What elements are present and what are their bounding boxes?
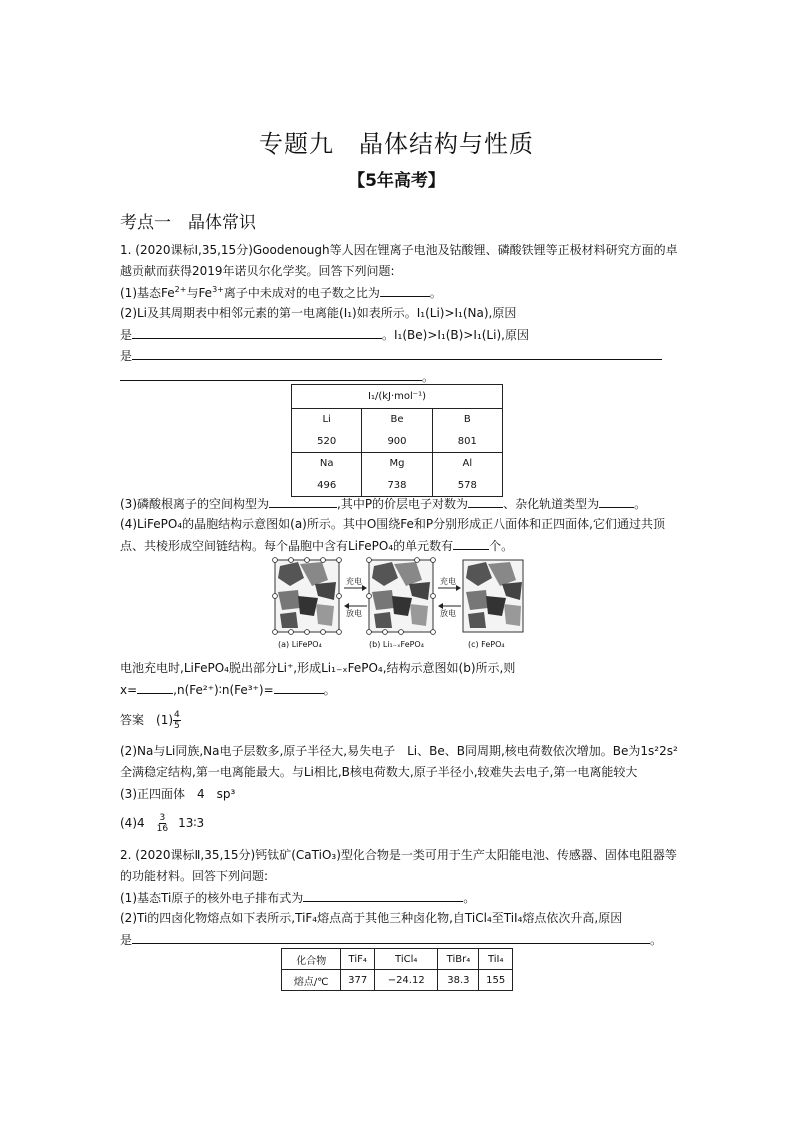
q2-part2-end: 。 xyxy=(650,933,663,947)
fraction-denominator: 16 xyxy=(156,823,169,834)
q1-part3-b: ,其中P的价层电子对数为 xyxy=(337,497,469,511)
table-cell: 熔点/℃ xyxy=(282,970,341,991)
cell-c-diagram xyxy=(463,560,523,632)
table-cell: 578 xyxy=(432,475,502,497)
q1-part2-line2 xyxy=(120,327,529,343)
arrow-a-b xyxy=(344,585,367,609)
q1-part2-line1: (2)Li及其周期表中相邻元素的第一电离能(I₁)如表所示。I₁(Li)>I₁(Na),原因 xyxy=(120,306,517,320)
q1-part2-line3-a: 是 xyxy=(120,349,133,363)
table-cell: 496 xyxy=(292,475,362,497)
ionization-table-header: I₁/(kJ·mol⁻¹) xyxy=(292,385,503,409)
table-cell: 38.3 xyxy=(438,970,479,991)
q1-part4-line2 xyxy=(120,538,513,554)
ionization-table xyxy=(291,384,503,497)
answer-part1-prefix: (1) xyxy=(156,712,174,727)
q1-part2-line4 xyxy=(120,369,434,385)
table-header-cell: 化合物 xyxy=(282,949,341,970)
q1-part2-end: 。 xyxy=(422,370,435,384)
q1-intro-line2: 越贡献而获得2019年诺贝尔化学奖。回答下列问题: xyxy=(120,264,395,278)
table-header-cell: TiCl₄ xyxy=(374,949,437,970)
page-title: 专题九 晶体结构与性质 xyxy=(259,130,534,158)
q1-part1 xyxy=(120,285,442,301)
q1-part1-b: 与Fe xyxy=(186,286,213,300)
caption-b: (b) Li₁₋ₓFePO₄ xyxy=(369,640,424,649)
table-cell: Al xyxy=(432,453,502,475)
q1-part1-end: 。 xyxy=(429,286,442,300)
table-cell: Be xyxy=(362,409,432,431)
q1-part5-blank1[interactable] xyxy=(137,682,173,694)
crystal-figure xyxy=(270,556,528,652)
fraction-numerator: 4 xyxy=(174,709,180,720)
q1-part3-blank2[interactable] xyxy=(468,496,503,508)
answer-line1 xyxy=(120,710,181,730)
q2-part1-end: 。 xyxy=(463,891,476,905)
table-cell: Mg xyxy=(362,453,432,475)
arrow2-top-label: 充电 xyxy=(440,577,456,586)
table-header-cell: TiI₄ xyxy=(479,949,513,970)
table-header-cell: TiBr₄ xyxy=(438,949,479,970)
caption-c: (c) FePO₄ xyxy=(468,640,505,649)
section-heading: 考点一 晶体常识 xyxy=(120,213,256,233)
q1-part1-sup2: 3+ xyxy=(212,285,224,294)
arrow1-bottom-label: 放电 xyxy=(346,609,362,618)
q1-part1-c: 离子中未成对的电子数之比为 xyxy=(223,286,380,300)
q1-part3 xyxy=(120,496,646,512)
q2-part2-line2-a: 是 xyxy=(120,933,133,947)
q1-part3-blank3[interactable] xyxy=(599,496,634,508)
q1-part4-blank[interactable] xyxy=(453,538,489,550)
answer-part2-line1: (2)Na与Li同族,Na电子层数多,原子半径大,易失电子 Li、Be、B同周期,核电荷数依次增加。Be为1s²2s² xyxy=(120,744,678,758)
q1-intro-line1: 1. (2020课标Ⅰ,35,15分)Goodenough等人因在锂离子电池及钴酸锂、磷酸铁锂等正极材料研究方面的卓 xyxy=(120,243,678,257)
q1-part3-c: 、杂化轨道类型为 xyxy=(503,497,600,511)
q1-part5-blank2[interactable] xyxy=(274,682,324,694)
q1-part2-blank2[interactable] xyxy=(132,348,662,360)
q1-part1-sup1: 2+ xyxy=(174,285,187,294)
cell-a-diagram xyxy=(273,558,342,635)
arrow-b-c xyxy=(438,585,461,609)
table-cell: 900 xyxy=(362,431,432,453)
q1-part2-blank3[interactable] xyxy=(120,369,422,381)
q1-part4-line2-b: 个。 xyxy=(489,539,514,553)
table-cell: 801 xyxy=(432,431,502,453)
table-cell: −24.12 xyxy=(374,970,437,991)
answer-part3: (3)正四面体 4 sp³ xyxy=(120,787,236,801)
q1-part4-line1: (4)LiFePO₄的晶胞结构示意图如(a)所示。其中O围绕Fe和P分别形成正八面体和正四面体,它们通过共顶 xyxy=(120,517,665,531)
q1-part2-line2-b: 。I₁(Be)>I₁(B)>I₁(Li),原因 xyxy=(382,328,529,342)
q1-part5-line2-b: ,n(Fe²⁺)∶n(Fe³⁺)= xyxy=(173,683,274,697)
q2-part2-line2 xyxy=(120,932,662,948)
table-header-cell: TiF₄ xyxy=(341,949,375,970)
table-cell: Na xyxy=(292,453,362,475)
q1-part5-line2-a: x= xyxy=(120,683,138,697)
table-cell: 520 xyxy=(292,431,362,453)
arrow1-top-label: 充电 xyxy=(346,577,362,586)
answer-part4 xyxy=(120,813,204,833)
melting-point-table xyxy=(281,948,513,991)
q2-part1 xyxy=(120,890,475,906)
fraction-numerator: 3 xyxy=(159,812,166,823)
q1-part3-end: 。 xyxy=(634,497,647,511)
q2-intro-line2: 的功能材料。回答下列问题: xyxy=(120,869,269,883)
q2-part2-blank[interactable] xyxy=(132,932,650,944)
table-cell: Li xyxy=(292,409,362,431)
answer-part4-prefix: (4)4 xyxy=(120,815,145,830)
q1-part5-end: 。 xyxy=(323,683,336,697)
table-cell: 377 xyxy=(341,970,375,991)
page-subtitle: 【5年高考】 xyxy=(348,171,445,191)
caption-a: (a) LiFePO₄ xyxy=(278,640,322,649)
arrow2-bottom-label: 放电 xyxy=(440,609,456,618)
q1-part5-line1: 电池充电时,LiFePO₄脱出部分Li⁺,形成Li₁₋ₓFePO₄,结构示意图如(b)所示,则 xyxy=(120,661,516,675)
crystal-figure-svg xyxy=(270,556,528,652)
q2-part2-line1: (2)Ti的四卤化物熔点如下表所示,TiF₄熔点高于其他三种卤化物,自TiCl₄至TiI₄熔点依次升高,原因 xyxy=(120,911,623,925)
fraction-denominator: 5 xyxy=(174,720,180,731)
q1-part2-blank1[interactable] xyxy=(132,327,382,339)
q1-part1-blank[interactable] xyxy=(380,285,430,297)
table-cell: 738 xyxy=(362,475,432,497)
q1-part4-line2-a: 点、共棱形成空间链结构。每个晶胞中含有LiFePO₄的单元数有 xyxy=(120,539,454,553)
q2-intro-line1: 2. (2020课标Ⅱ,35,15分)钙钛矿(CaTiO₃)型化合物是一类可用于生产太阳能电池、传感器、固体电阻器等 xyxy=(120,848,677,862)
answer-part4-fraction xyxy=(157,813,168,834)
table-cell: 155 xyxy=(479,970,513,991)
answer-part4-suffix: 13∶3 xyxy=(178,815,205,830)
q1-part1-a: (1)基态Fe xyxy=(120,286,175,300)
q2-part1-text: (1)基态Ti原子的核外电子排布式为 xyxy=(120,891,304,905)
q2-part1-blank[interactable] xyxy=(303,890,463,902)
q1-part3-a: (3)磷酸根离子的空间构型为 xyxy=(120,497,269,511)
q1-part2-line2-a: 是 xyxy=(120,328,133,342)
q1-part3-blank1[interactable] xyxy=(269,496,337,508)
cell-b-diagram xyxy=(367,558,436,635)
q1-part5-line2 xyxy=(120,682,336,698)
answer-part1-fraction xyxy=(173,710,181,731)
answer-label: 答案 xyxy=(120,712,145,727)
q1-part2-line3 xyxy=(120,348,662,364)
table-cell: B xyxy=(432,409,502,431)
answer-part2-line2: 全满稳定结构,第一电离能最大。与Li相比,B核电荷数大,原子半径小,较难失去电子,第一电离能较大 xyxy=(120,765,638,779)
